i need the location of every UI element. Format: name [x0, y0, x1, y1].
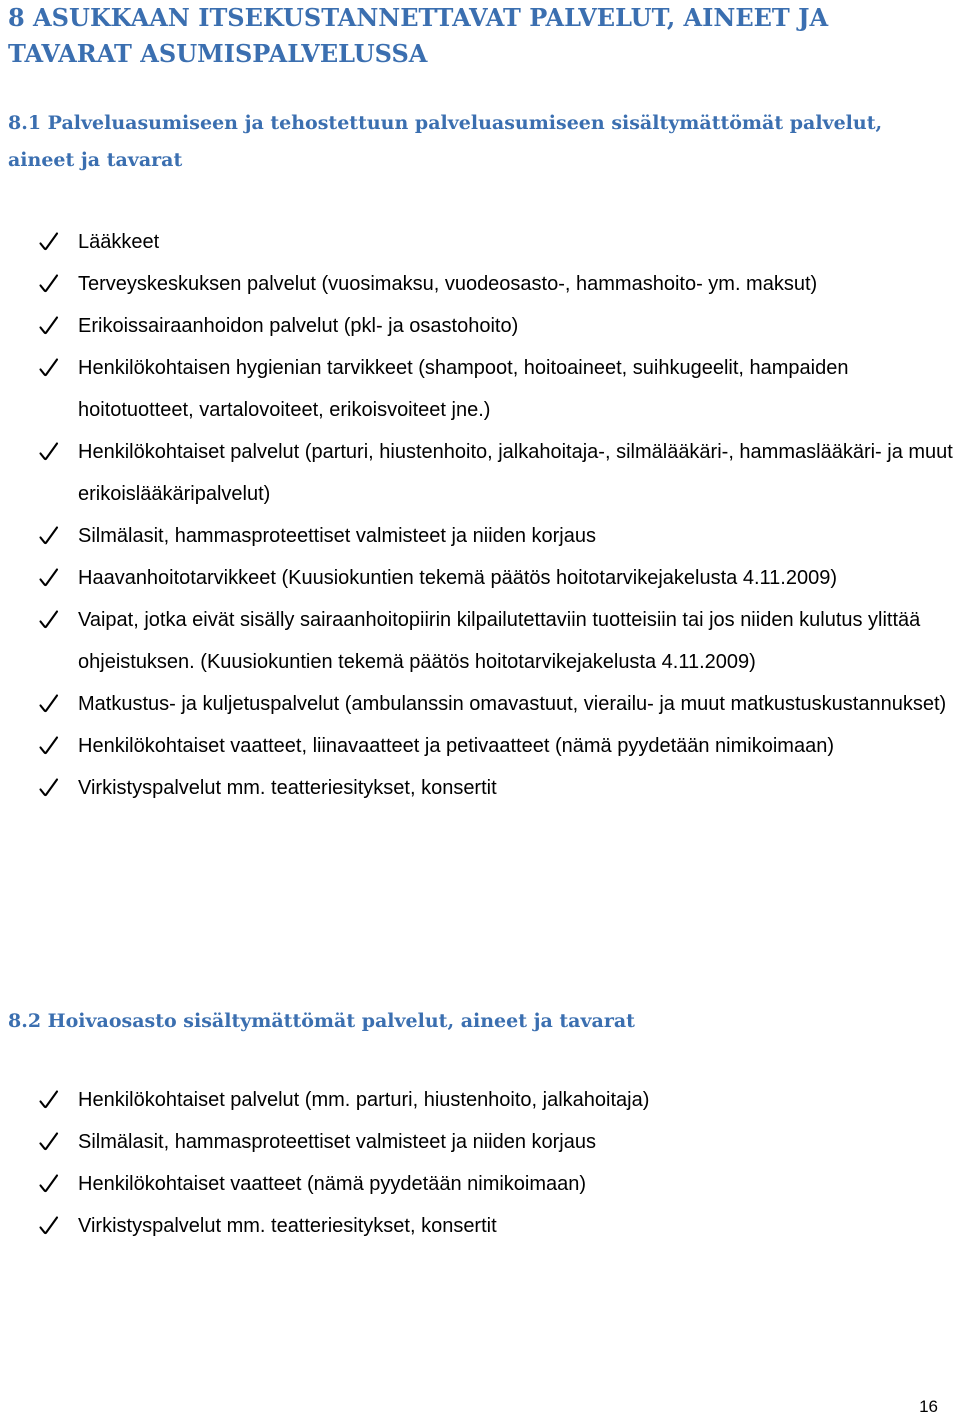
list-item-text: Virkistyspalvelut mm. teatteriesitykset, konsertit	[78, 1215, 497, 1237]
list-item-text: Henkilökohtaisen hygienian tarvikkeet (shampoot, hoitoaineet, suihkugeelit, hampaiden hoitotuotteet, vartalovoiteet, erikoisvoiteet jne.)	[78, 357, 849, 421]
list-item-text: Silmälasit, hammasproteettiset valmisteet ja niiden korjaus	[78, 525, 596, 547]
list-item-text: Lääkkeet	[78, 231, 160, 253]
list-item-text: Silmälasit, hammasproteettiset valmisteet ja niiden korjaus	[78, 1131, 596, 1153]
list-item	[0, 767, 960, 809]
list-item-text: Virkistyspalvelut mm. teatteriesitykset, konsertit	[78, 777, 497, 799]
checkmark-icon	[39, 1089, 59, 1111]
list-item-text: Erikoissairaanhoidon palvelut (pkl- ja osastohoito)	[78, 315, 519, 337]
list-item	[0, 221, 960, 263]
checkmark-icon	[39, 735, 59, 757]
section-heading-8-2: 8.2 Hoivaosasto sisältymättömät palvelut, aineet ja tavarat	[8, 1010, 635, 1032]
list-item	[0, 1163, 960, 1205]
list-item	[0, 557, 960, 599]
list-item-text: Henkilökohtaiset palvelut (mm. parturi, hiustenhoito, jalkahoitaja)	[78, 1089, 650, 1111]
list-item-text: Henkilökohtaiset palvelut (parturi, hiustenhoito, jalkahoitaja-, silmälääkäri-, hammaslääkäri- ja muut erikoislääkäripalvelut)	[78, 441, 953, 505]
checkmark-icon	[39, 273, 59, 295]
checkmark-icon	[39, 693, 59, 715]
list-item	[0, 683, 960, 725]
checklist-section-8-2	[0, 1079, 960, 1247]
checkmark-icon	[39, 525, 59, 547]
list-item	[0, 1121, 960, 1163]
list-item	[0, 305, 960, 347]
checkmark-icon	[39, 315, 59, 337]
list-item-text: Haavanhoitotarvikkeet (Kuusiokuntien tekemä päätös hoitotarvikejakelusta 4.11.2009)	[78, 567, 837, 589]
list-item	[0, 599, 960, 683]
checkmark-icon	[39, 567, 59, 589]
page-number: 16	[919, 1397, 938, 1416]
list-item	[0, 515, 960, 557]
list-item-text: Henkilökohtaiset vaatteet (nämä pyydetään nimikoimaan)	[78, 1173, 587, 1195]
checkmark-icon	[39, 1173, 59, 1195]
list-item	[0, 263, 960, 305]
checkmark-icon	[39, 1215, 59, 1237]
list-item	[0, 431, 960, 515]
checkmark-icon	[39, 231, 59, 253]
checkmark-icon	[39, 441, 59, 463]
checkmark-icon	[39, 609, 59, 631]
checkmark-icon	[39, 1131, 59, 1153]
list-item	[0, 1079, 960, 1121]
checkmark-icon	[39, 357, 59, 379]
list-item-text: Vaipat, jotka eivät sisälly sairaanhoitopiirin kilpailutettaviin tuotteisiin tai jos niiden kulutus ylittää ohjeistuksen. (Kuusiokuntien tekemä päätös hoitotarvikejakelusta 4.11.2009)	[78, 609, 921, 673]
list-item	[0, 347, 960, 431]
list-item-text: Matkustus- ja kuljetuspalvelut (ambulanssin omavastuut, vierailu- ja muut matkustuskustannukset)	[78, 693, 947, 715]
chapter-heading: 8 ASUKKAAN ITSEKUSTANNETTAVAT PALVELUT, AINEET JA TAVARAT ASUMISPALVELUSSA	[8, 3, 829, 68]
list-item-text: Henkilökohtaiset vaatteet, liinavaatteet ja petivaatteet (nämä pyydetään nimikoimaan)	[78, 735, 834, 757]
checkmark-icon	[39, 777, 59, 799]
list-item	[0, 725, 960, 767]
list-item	[0, 1205, 960, 1247]
list-item-text: Terveyskeskuksen palvelut (vuosimaksu, vuodeosasto-, hammashoito- ym. maksut)	[78, 273, 818, 295]
section-heading-8-1: 8.1 Palveluasumiseen ja tehostettuun palveluasumiseen sisältymättömät palvelut, aineet ja tavarat	[8, 112, 883, 171]
checklist-section-8-1	[0, 221, 960, 809]
